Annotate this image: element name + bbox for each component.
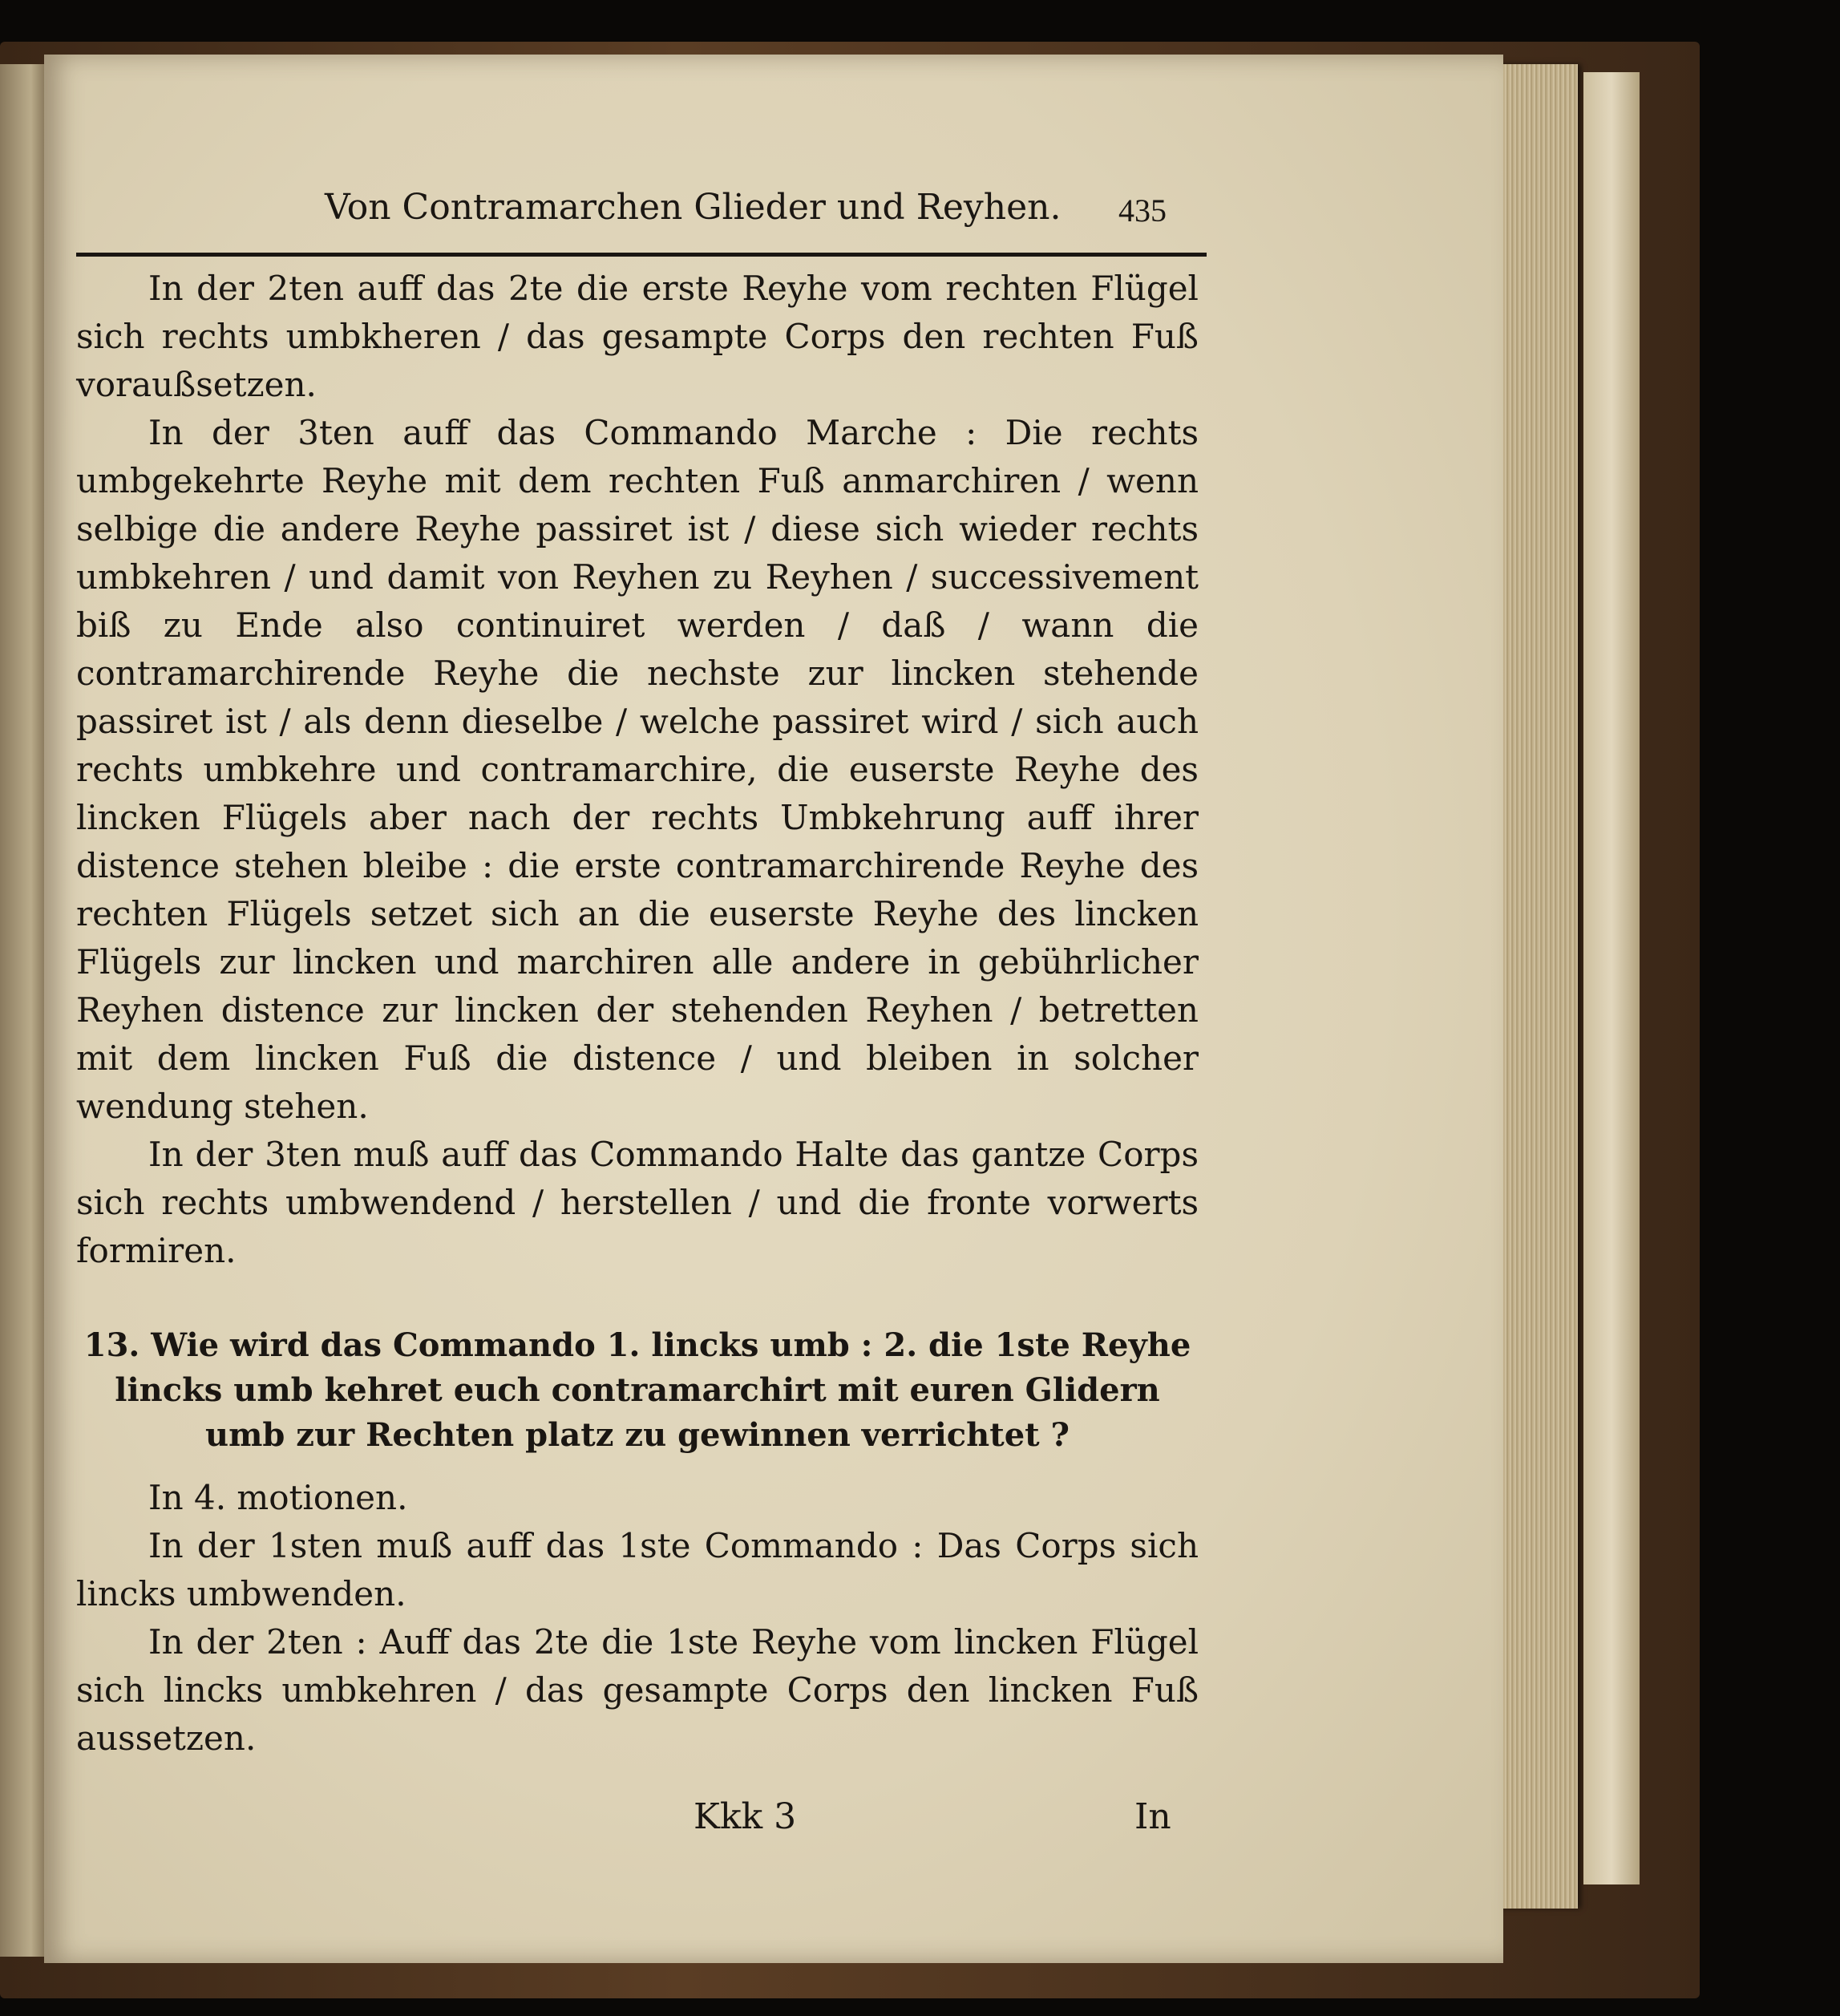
back-board [1583, 72, 1640, 1884]
body-text [76, 265, 1199, 1275]
catchword: In [1134, 1796, 1171, 1837]
running-header [76, 180, 1207, 257]
running-title: Von Contramarchen Glieder und Reyhen. [325, 187, 1062, 228]
paragraph: In der 3ten muß auff das Commando Halte das gantze Corps sich rechts umbwendend / herstellen / und die fronte vorwerts formiren. [76, 1135, 1199, 1270]
page-text [76, 180, 1199, 1763]
page-footer [76, 1796, 1199, 1852]
paragraph: In der 2ten auff das 2te die erste Reyhe vom rechten Flügel sich rechts umbkheren / das gesampte Corps den rechten Fuß voraußsetzen. [76, 269, 1199, 404]
facing-page-edge [0, 64, 44, 1957]
paragraph: In der 1sten muß auff das 1ste Commando : Das Corps sich lincks umbwenden. [76, 1526, 1199, 1613]
paragraph: In der 3ten auff das Commando Marche : Die rechts umbgekehrte Reyhe mit dem rechten Fuß anmarchiren / wenn selbige die andere Reyhe passiret ist / diese sich wieder rechts umbkehren / und damit von Reyhen zu Reyhen / successivement biß zu Ende also continuiret werden / daß / wann die contramarchirende Reyhe die nechste zur lincken stehende passiret ist / als denn dieselbe / welche passiret wird / sich auch rechts umbkehre und contramarchire, die euserste Reyhe des lincken Flügels aber nach der rechts Umbkehrung auff ihrer distence stehen bleibe : die erste contramarchirende Reyhe des rechten Flügels setzet sich an die euserste Reyhe des lincken Flügels zur lincken und marchiren alle andere in gebührlicher Reyhen distence zur lincken der stehenden Reyhen / betretten mit dem lincken Fuß die distence / und bleiben in solcher wendung stehen. [76, 413, 1199, 1126]
answer-text [76, 1474, 1199, 1763]
page-number: 435 [1118, 192, 1167, 229]
question-heading: 13. Wie wird das Commando 1. lincks umb : 2. die 1ste Reyhe lincks umb kehret euch contramarchirt mit euren Glidern umb zur Rechten platz zu gewinnen verrichtet ? [83, 1326, 1191, 1454]
signature-mark: Kkk 3 [694, 1796, 797, 1837]
paragraph: In 4. motionen. [148, 1478, 408, 1517]
paragraph: In der 2ten : Auff das 2te die 1ste Reyhe vom lincken Flügel sich lincks umbkehren / das gesampte Corps den lincken Fuß aussetzen. [76, 1622, 1199, 1758]
